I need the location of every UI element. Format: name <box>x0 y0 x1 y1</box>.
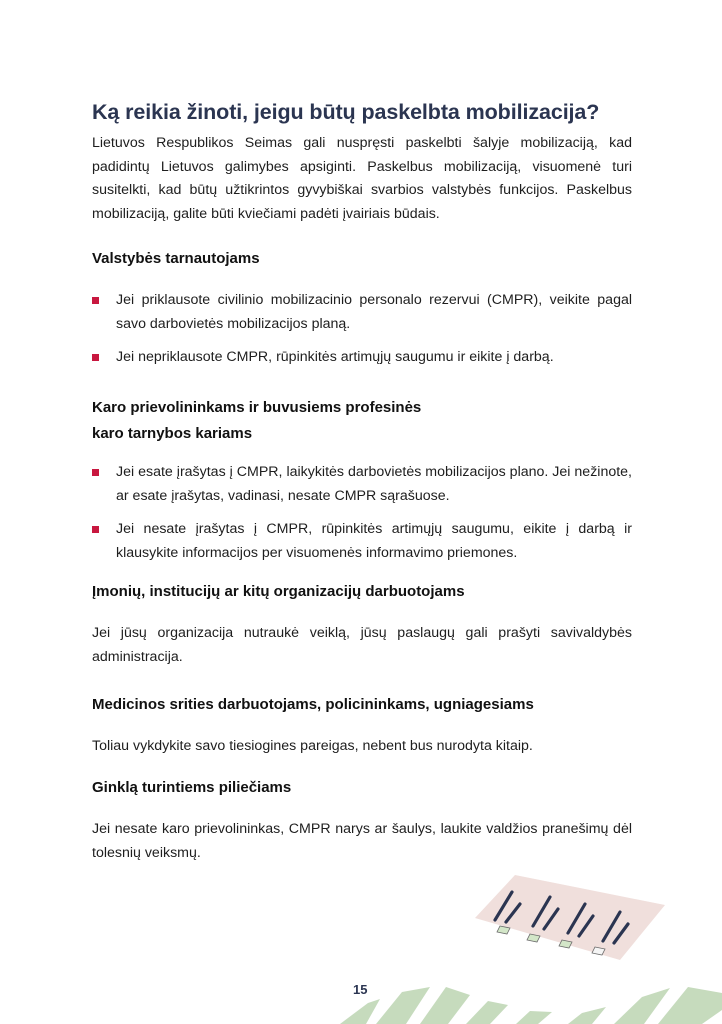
list-item: Jei priklausote civilinio mobilizacinio personalo rezervui (CMPR), veikite pagal savo darbovietės mobilizacijos planą. <box>92 289 632 336</box>
intro-paragraph: Lietuvos Respublikos Seimas gali nuspręsti paskelbti šalyje mobilizaciją, kad padidintų Lietuvos galimybes apsiginti. Paskelbus mobilizaciją, visuomenė turi susitelkti, kad būtų užtikrintos gyvybiškai svarbios valstybės funkcijos. Paskelbus mobilizaciją, galite būti kviečiami padėti įvairiais būdais. <box>92 135 632 222</box>
medical-text: Toliau vykdykite savo tiesiogines pareigas, nebent bus nurodyta kitaip. <box>92 738 533 754</box>
civil-servants-list <box>92 289 632 380</box>
ballot-illustration-icon <box>460 860 680 970</box>
page-number: 15 <box>353 982 368 997</box>
section-heading-medical: Medicinos srities darbuotojams, policininkams, ugniagesiams <box>92 696 534 713</box>
section-heading-conscripts: Karo prievolininkams ir buvusiems profesinės <box>92 399 422 416</box>
bullet-icon <box>92 526 99 533</box>
decorative-stripes-icon <box>340 985 722 1024</box>
bullet-icon <box>92 354 99 361</box>
bullet-icon <box>92 297 99 304</box>
list-item: Jei esate įrašytas į CMPR, laikykitės darbovietės mobilizacijos plano. Jei nežinote, ar esate įrašytas, vadinasi, nesate CMPR sąrašuose. <box>92 461 632 508</box>
page-title: Ką reikia žinoti, jeigu būtų paskelbta mobilizacija? <box>92 100 600 125</box>
bullet-icon <box>92 469 99 476</box>
organizations-text: Jei jūsų organizacija nutraukė veiklą, jūsų paslaugų gali prašyti savivaldybės administracija. <box>92 625 632 665</box>
section-heading-conscripts-line2: karo tarnybos kariams <box>92 425 253 442</box>
section-heading-civil-servants: Valstybės tarnautojams <box>92 250 260 267</box>
gun-owners-text: Jei nesate karo prievolininkas, CMPR narys ar šaulys, laukite valdžios pranešimų dėl tolesnių veiksmų. <box>92 821 632 861</box>
conscripts-list <box>92 461 632 575</box>
section-heading-organizations: Įmonių, institucijų ar kitų organizacijų darbuotojams <box>92 583 465 600</box>
section-heading-gun-owners: Ginklą turintiems piliečiams <box>92 779 292 796</box>
list-item: Jei nepriklausote CMPR, rūpinkitės artimųjų saugumu ir eikite į darbą. <box>92 346 632 370</box>
list-item: Jei nesate įrašytas į CMPR, rūpinkitės artimųjų saugumu, eikite į darbą ir klausykite informacijos per visuomenės informavimo priemones. <box>92 518 632 565</box>
